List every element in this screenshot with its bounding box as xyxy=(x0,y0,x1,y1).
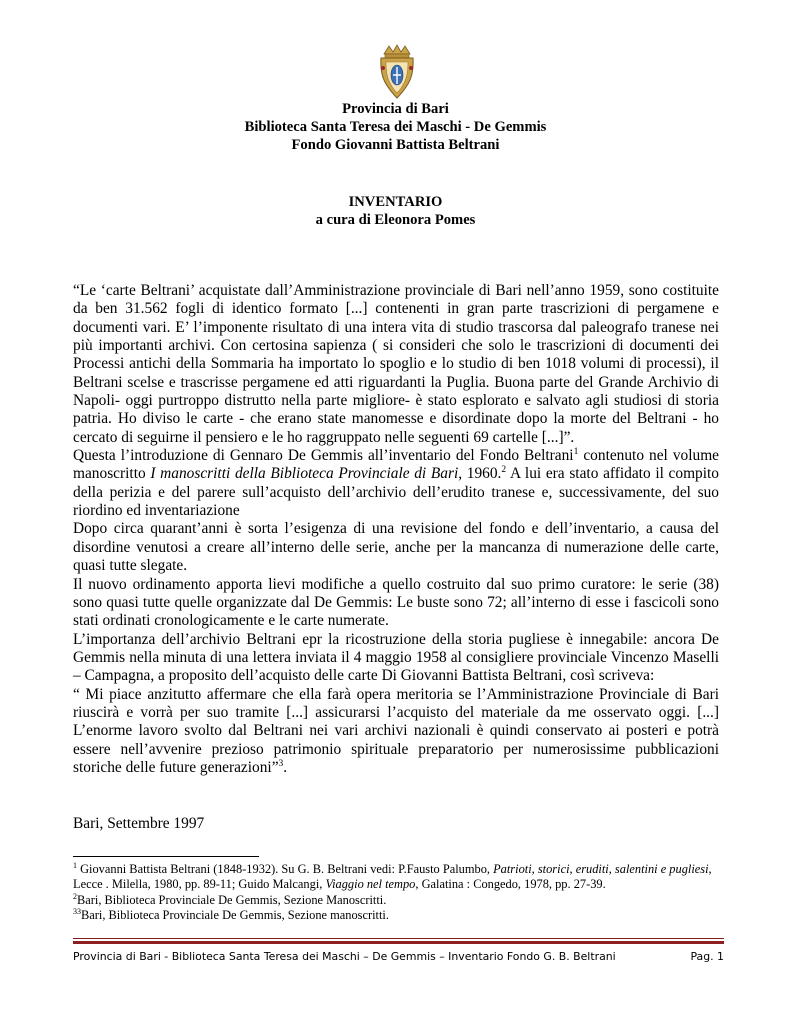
paragraph-intro-quote: “Le ‘carte Beltrani’ acquistate dall’Amministrazione provinciale di Bari nell’anno 1959, sono costituite da ben 31.562 fogli di identico formato [...] contenenti in gran parte trascrizioni di pergamene e documenti vari. E’ l’imponente risultato di una intera vita di studio trascorsa dal paleografo tranese nei più importanti archivi. Con certosina sapienza ( si consideri che solo le trascrizioni di documenti dei Processi antichi della Sommaria ha importato lo spoglio e lo studio di ben 1018 volumi di processi), il Beltrani scelse e trascrisse pergamene ed atti riguardanti la Puglia. Buona parte del Grande Archivio di Napoli- oggi purtroppo distrutto nella parte migliore- è stato esplorato e salvato agli studiosi di storia patria. Ho diviso le carte - che erano state manomesse e disordinate dopo la morte del Beltrani - ho cercato di seguirne il pensiero e le ho raggruppato nelle seguenti 69 cartelle [...]”. xyxy=(73,282,719,446)
page-number: Pag. 1 xyxy=(690,950,724,963)
paragraph-revision: Dopo circa quarant’anni è sorta l’esigenza di una revisione del fondo e dell’inventario, a causa del disordine venutosi a creare all’interno delle serie, anche per la mancanza di numerazione delle carte, quasi tutte slegate. xyxy=(73,520,719,575)
paragraph-new-ordering: Il nuovo ordinamento apporta lievi modifiche a quello costruito dal suo primo curatore: le serie (38) sono quasi tutte quelle organizzate dal De Gemmis: Le buste sono 72; all’interno di esse i fascicoli sono stati ordinati cronologicamente e le carte numerate. xyxy=(73,575,719,630)
paragraph-introduction: Questa l’introduzione di Gennaro De Gemmis all’inventario del Fondo Beltrani$^1$ contenuto nel volume manoscritto I manoscritti della Biblioteca Provinciale di Bari, 1960.$^2$ A lui era stato affidato il compito della perizia e del parere sull’acquisto dell’archivio dell’erudito tranese e, successivamente, del suo riordino ed inventariazione xyxy=(73,447,719,520)
paragraph-letter-quote: “ Mi piace anzitutto affermare che ella farà opera meritoria se l’Amministrazione Provinciale di Bari riuscirà e vorrà per suo tramite [...] assicurarsi l’acquisto del materiale da me osservato oggi. [...] L’enorme lavoro svolto dal Beltrani nei vari archivi nazionali è quindi conservato ai posteri e potrà essere nell’avvenire prezioso patrimonio spirituale preparatorio per numerosissime pubblicazioni storiche delle future generazioni”$^3$. xyxy=(73,685,719,776)
provincia-di-bari-crest-icon xyxy=(380,44,414,100)
footer-text: Provincia di Bari - Biblioteca Santa Teresa dei Maschi – De Gemmis – Inventario Fondo G. B. Beltrani xyxy=(73,950,616,963)
footnote-2: $^2$Bari, Biblioteca Provinciale De Gemmis, Sezione Manoscritti. xyxy=(73,891,387,907)
footer-rule-thick xyxy=(73,941,724,944)
body-text xyxy=(73,282,719,777)
footer-rule-thin xyxy=(73,938,724,939)
footnote-ref-1[interactable]: 1 xyxy=(573,447,579,458)
footnote-ref-3[interactable]: 3 xyxy=(278,758,284,769)
document-subtitle: a cura di Eleonora Pomes xyxy=(315,212,476,228)
footnotes xyxy=(73,862,723,923)
header-line-library: Biblioteca Santa Teresa dei Maschi - De Gemmis xyxy=(244,119,547,135)
paragraph-importance: L’importanza dell’archivio Beltrani epr la ricostruzione della storia pugliese è innegabile: ancora De Gemmis nella minuta di una lettera inviata il 4 maggio 1958 al consigliere provinciale Vincenzo Maselli – Campagna, a proposito dell’acquisto delle carte Di Giovanni Battista Beltrani, così scriveva: xyxy=(73,630,719,685)
document-title: INVENTARIO xyxy=(348,194,443,210)
document-date: Bari, Settembre 1997 xyxy=(73,815,205,832)
footnote-separator xyxy=(73,856,259,857)
header-line-fund: Fondo Giovanni Battista Beltrani xyxy=(291,137,500,153)
footnote-3: $^{33}$Bari, Biblioteca Provinciale De Gemmis, Sezione manoscritti. xyxy=(73,906,389,922)
footnote-ref-2[interactable]: 2 xyxy=(501,465,507,476)
header-line-province: Provincia di Bari xyxy=(342,101,449,117)
manuscript-title: I manoscritti della Biblioteca Provinciale di Bari xyxy=(150,465,459,483)
footnote-1: $^1$ Giovanni Battista Beltrani (1848-1932). Su G. B. Beltrani vedi: P.Fausto Palumbo, Patrioti, storici, eruditi, salentini e pugliesi, Lecce . Milella, 1980, pp. 89-11; Guido Malcangi, Viaggio nel tempo, Galatina : Congedo, 1978, pp. 27-39. xyxy=(73,861,712,892)
institution-header xyxy=(0,100,791,154)
document-title-block xyxy=(0,193,791,229)
